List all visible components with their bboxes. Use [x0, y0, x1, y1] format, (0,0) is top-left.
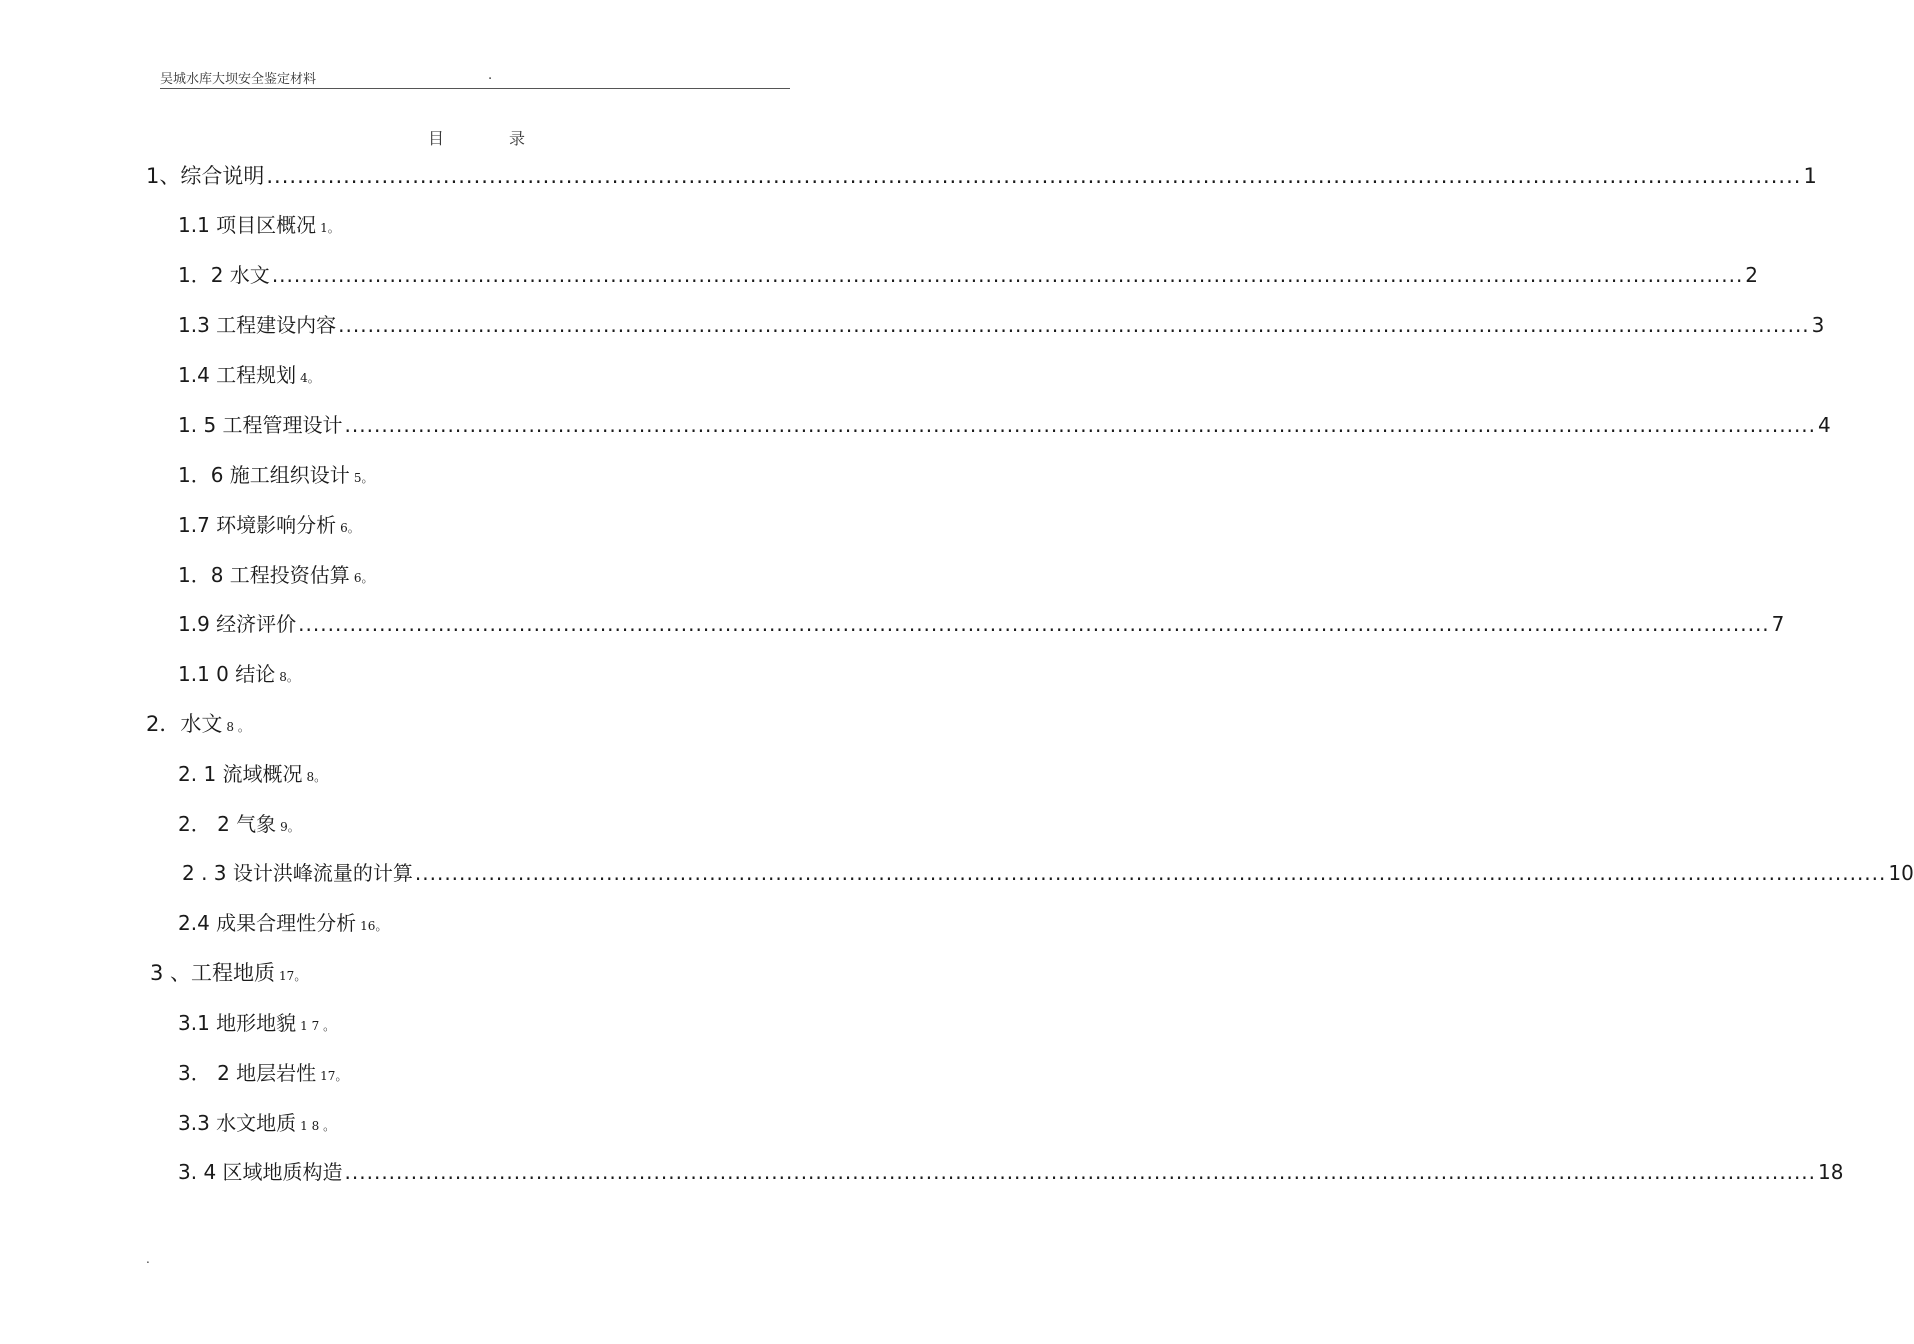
toc-entry-label: 1.1 0 结论 [178, 662, 276, 686]
toc-entry-label: 2．水文 [146, 712, 223, 736]
header-dot: . [488, 68, 493, 83]
toc-entry[interactable] [146, 161, 1817, 191]
toc-entry[interactable] [178, 659, 299, 689]
toc-page-number: 1 7 。 [300, 1019, 336, 1033]
toc-entry[interactable] [146, 709, 250, 739]
toc-page-number: 7 [1771, 612, 1785, 636]
toc-page-number: 1。 [320, 221, 340, 235]
toc-entry[interactable] [178, 360, 320, 390]
page-header [160, 66, 790, 89]
toc-entry-label: 1．2 水文 [178, 263, 270, 287]
toc-entry-label: 3 、工程地质 [150, 961, 276, 985]
toc-entry[interactable] [178, 460, 373, 490]
toc-page-number: 1 8 。 [300, 1119, 336, 1133]
toc-page-number: 17。 [320, 1069, 348, 1083]
toc-entry-label: 3. 4 区域地质构造 [178, 1160, 343, 1184]
toc-entry[interactable] [178, 809, 300, 839]
toc-page-number: 16。 [360, 919, 388, 933]
toc-entry-label: 1.3 工程建设内容 [178, 313, 337, 337]
toc-entry-label: 2 . 3 设计洪峰流量的计算 [182, 861, 413, 885]
footer-dot: . [146, 1252, 150, 1266]
toc-entry-label: 1．6 施工组织设计 [178, 463, 350, 487]
toc-leader-dots: ........................................................................................................................................................................................................ [266, 164, 1802, 188]
toc-heading-right: 录 [509, 129, 526, 148]
toc-page-number: 4 [1818, 413, 1831, 437]
toc-entry[interactable] [178, 310, 1825, 340]
toc-entry-label: 1．8 工程投资估算 [178, 563, 350, 587]
toc-entry[interactable] [178, 1108, 335, 1138]
toc-entry-label: 2． 2 气象 [178, 812, 277, 836]
toc-entry[interactable] [178, 609, 1785, 639]
toc-entry-label: 2. 1 流域概况 [178, 762, 303, 786]
toc-leader-dots: ........................................................................................................................................................................................................ [414, 861, 1887, 885]
toc-page-number: 5。 [353, 471, 374, 485]
toc-page-number: 8。 [279, 670, 299, 684]
toc-page-number: 8。 [306, 770, 327, 784]
toc-page-number: 9。 [280, 820, 300, 834]
toc-entry-label: 1、综合说明 [146, 164, 265, 188]
toc-page-number: 6。 [340, 521, 360, 535]
toc-entry-label: 1. 5 工程管理设计 [178, 413, 343, 437]
toc-page-number: 17。 [279, 969, 307, 983]
toc-entry[interactable] [178, 510, 360, 540]
toc-heading-left: 目 [428, 129, 445, 148]
header-title: 吴城水库大坝安全鉴定材料 [160, 72, 317, 87]
toc-entry[interactable] [178, 210, 340, 240]
toc-entry[interactable] [182, 858, 1914, 888]
toc-entry-label: 3.3 水文地质 [178, 1111, 297, 1135]
toc-page-number: 4。 [300, 371, 320, 385]
toc-leader-dots: ........................................................................................................................................................................................................ [344, 1160, 1817, 1184]
toc-entry-label: 1.7 环境影响分析 [178, 513, 337, 537]
toc-entry[interactable] [178, 908, 387, 938]
toc-page-number: 18 [1818, 1160, 1844, 1184]
toc-page-number: 1 [1803, 164, 1817, 188]
toc-entry[interactable] [150, 958, 306, 988]
toc-entry-label: 2.4 成果合理性分析 [178, 911, 357, 935]
toc-entry[interactable] [178, 1157, 1844, 1187]
toc-page-number: 2 [1745, 263, 1759, 287]
toc-entry-label: 1.9 经济评价 [178, 612, 297, 636]
toc-page-number: 10 [1888, 861, 1914, 885]
toc-leader-dots: ........................................................................................................................................................................................................ [338, 313, 1810, 337]
toc-entry[interactable] [178, 560, 373, 590]
toc-entry-label: 3． 2 地层岩性 [178, 1061, 317, 1085]
toc-entry-label: 1.4 工程规划 [178, 363, 297, 387]
toc-entry-label: 1.1 项目区概况 [178, 213, 317, 237]
toc-leader-dots: ........................................................................................................................................................................................................ [298, 612, 1770, 636]
toc-entry[interactable] [178, 759, 326, 789]
toc-entry[interactable] [178, 1058, 347, 1088]
toc-entry[interactable] [178, 410, 1831, 440]
toc-page-number: 8 。 [226, 720, 250, 734]
toc-page-number: 3 [1811, 313, 1825, 337]
toc-entry[interactable] [178, 1008, 335, 1038]
toc-leader-dots: ........................................................................................................................................................................................................ [271, 263, 1744, 287]
toc-leader-dots: ........................................................................................................................................................................................................ [344, 413, 1817, 437]
toc-entry[interactable] [178, 260, 1759, 290]
toc-page-number: 6。 [353, 571, 374, 585]
toc-entry-label: 3.1 地形地貌 [178, 1011, 297, 1035]
